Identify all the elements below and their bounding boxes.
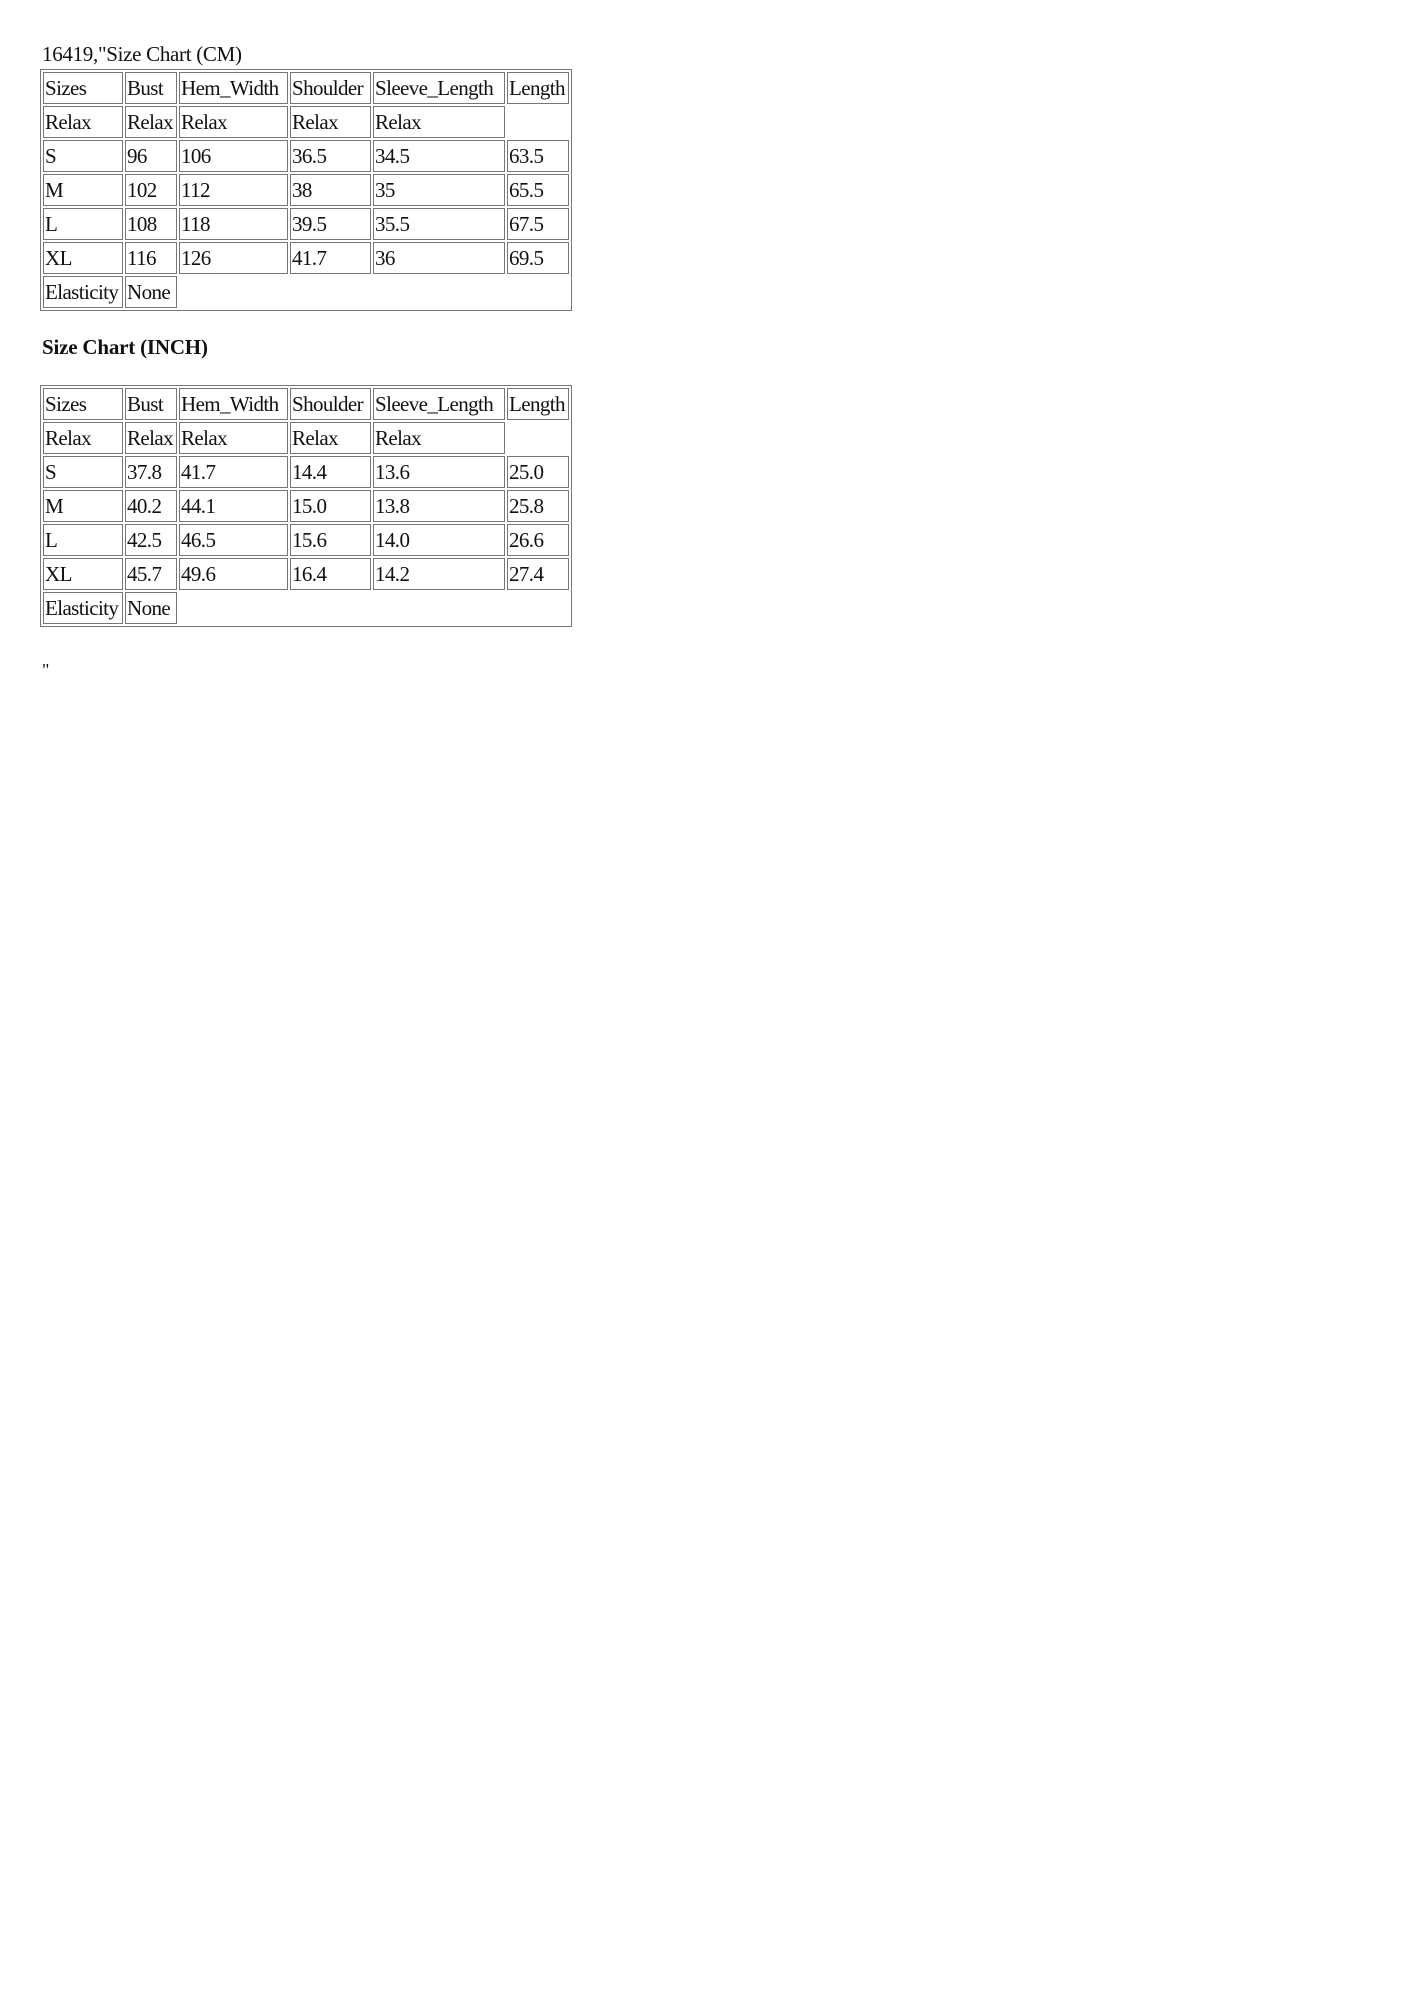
column-header: Hem_Width bbox=[179, 72, 288, 104]
table-cell: 36.5 bbox=[290, 140, 371, 172]
document-title: 16419,"Size Chart (CM) bbox=[42, 42, 242, 66]
table-cell: 35 bbox=[373, 174, 505, 206]
table-cell: 106 bbox=[179, 140, 288, 172]
table-cell: 67.5 bbox=[507, 208, 569, 240]
column-header: Sleeve_Length bbox=[373, 388, 505, 420]
empty-cell bbox=[373, 592, 505, 624]
column-header: Bust bbox=[125, 388, 177, 420]
table-row bbox=[43, 242, 569, 274]
closing-quote: " bbox=[42, 660, 50, 680]
table-header-row bbox=[43, 72, 569, 104]
column-header: Shoulder bbox=[290, 72, 371, 104]
table-cell: Relax bbox=[43, 106, 123, 138]
table-cell: 37.8 bbox=[125, 456, 177, 488]
table-cell: 38 bbox=[290, 174, 371, 206]
table-cell: Relax bbox=[125, 422, 177, 454]
table-header-row bbox=[43, 388, 569, 420]
table-cell: 118 bbox=[179, 208, 288, 240]
column-header: Hem_Width bbox=[179, 388, 288, 420]
table-cell: 25.8 bbox=[507, 490, 569, 522]
table-cell: 26.6 bbox=[507, 524, 569, 556]
table-cell: 102 bbox=[125, 174, 177, 206]
table-cell: M bbox=[43, 490, 123, 522]
table-row bbox=[43, 174, 569, 206]
table-cell: 25.0 bbox=[507, 456, 569, 488]
table-cell: Elasticity bbox=[43, 276, 123, 308]
fit-row bbox=[43, 106, 569, 138]
table-cell: Relax bbox=[373, 422, 505, 454]
table-cell: Relax bbox=[373, 106, 505, 138]
table-cell: 46.5 bbox=[179, 524, 288, 556]
table-cell: Relax bbox=[179, 422, 288, 454]
column-header: Length bbox=[507, 388, 569, 420]
empty-cell bbox=[290, 592, 371, 624]
table-cell: 65.5 bbox=[507, 174, 569, 206]
table-row bbox=[43, 490, 569, 522]
table-cell: XL bbox=[43, 242, 123, 274]
table-cell: 44.1 bbox=[179, 490, 288, 522]
table-cell: L bbox=[43, 208, 123, 240]
table-cell: 13.8 bbox=[373, 490, 505, 522]
table-cell: Relax bbox=[179, 106, 288, 138]
table-cell: 41.7 bbox=[179, 456, 288, 488]
table-cell: 116 bbox=[125, 242, 177, 274]
table-cell: 15.0 bbox=[290, 490, 371, 522]
table-cell: 49.6 bbox=[179, 558, 288, 590]
table-cell: M bbox=[43, 174, 123, 206]
size-chart-cm-table bbox=[40, 69, 572, 311]
table-cell: 108 bbox=[125, 208, 177, 240]
column-header: Sleeve_Length bbox=[373, 72, 505, 104]
table-cell: Elasticity bbox=[43, 592, 123, 624]
table-cell: S bbox=[43, 456, 123, 488]
table-cell: 69.5 bbox=[507, 242, 569, 274]
table-cell: Relax bbox=[43, 422, 123, 454]
table-row bbox=[43, 140, 569, 172]
table-cell: 16.4 bbox=[290, 558, 371, 590]
table-cell: 42.5 bbox=[125, 524, 177, 556]
table-cell: 14.4 bbox=[290, 456, 371, 488]
column-header: Bust bbox=[125, 72, 177, 104]
table-cell: 35.5 bbox=[373, 208, 505, 240]
document-page bbox=[42, 40, 1042, 680]
section-title-inch: Size Chart (INCH) bbox=[42, 335, 208, 359]
table-cell: XL bbox=[43, 558, 123, 590]
empty-cell bbox=[179, 276, 288, 308]
table-cell: Relax bbox=[290, 106, 371, 138]
empty-cell bbox=[373, 276, 505, 308]
table-cell: 126 bbox=[179, 242, 288, 274]
table-cell: 13.6 bbox=[373, 456, 505, 488]
table-cell: None bbox=[125, 276, 177, 308]
empty-cell bbox=[507, 592, 569, 624]
table-cell: 34.5 bbox=[373, 140, 505, 172]
table-cell: 63.5 bbox=[507, 140, 569, 172]
size-chart-inch-table bbox=[40, 385, 572, 627]
column-header: Sizes bbox=[43, 72, 123, 104]
table-cell: 45.7 bbox=[125, 558, 177, 590]
empty-cell bbox=[290, 276, 371, 308]
table-row bbox=[43, 456, 569, 488]
table-cell: 15.6 bbox=[290, 524, 371, 556]
table-cell: 36 bbox=[373, 242, 505, 274]
empty-cell bbox=[507, 276, 569, 308]
table-cell: None bbox=[125, 592, 177, 624]
column-header: Sizes bbox=[43, 388, 123, 420]
table-cell: Relax bbox=[125, 106, 177, 138]
empty-cell bbox=[179, 592, 288, 624]
elasticity-row bbox=[43, 276, 569, 308]
table-cell: 39.5 bbox=[290, 208, 371, 240]
table-row bbox=[43, 208, 569, 240]
empty-cell bbox=[507, 422, 569, 454]
table-cell: 112 bbox=[179, 174, 288, 206]
table-cell: 96 bbox=[125, 140, 177, 172]
elasticity-row bbox=[43, 592, 569, 624]
empty-cell bbox=[507, 106, 569, 138]
table-cell: 41.7 bbox=[290, 242, 371, 274]
column-header: Length bbox=[507, 72, 569, 104]
table-row bbox=[43, 524, 569, 556]
table-cell: 27.4 bbox=[507, 558, 569, 590]
table-cell: 40.2 bbox=[125, 490, 177, 522]
table-cell: S bbox=[43, 140, 123, 172]
table-row bbox=[43, 558, 569, 590]
table-cell: 14.2 bbox=[373, 558, 505, 590]
fit-row bbox=[43, 422, 569, 454]
table-cell: L bbox=[43, 524, 123, 556]
table-cell: Relax bbox=[290, 422, 371, 454]
column-header: Shoulder bbox=[290, 388, 371, 420]
table-cell: 14.0 bbox=[373, 524, 505, 556]
